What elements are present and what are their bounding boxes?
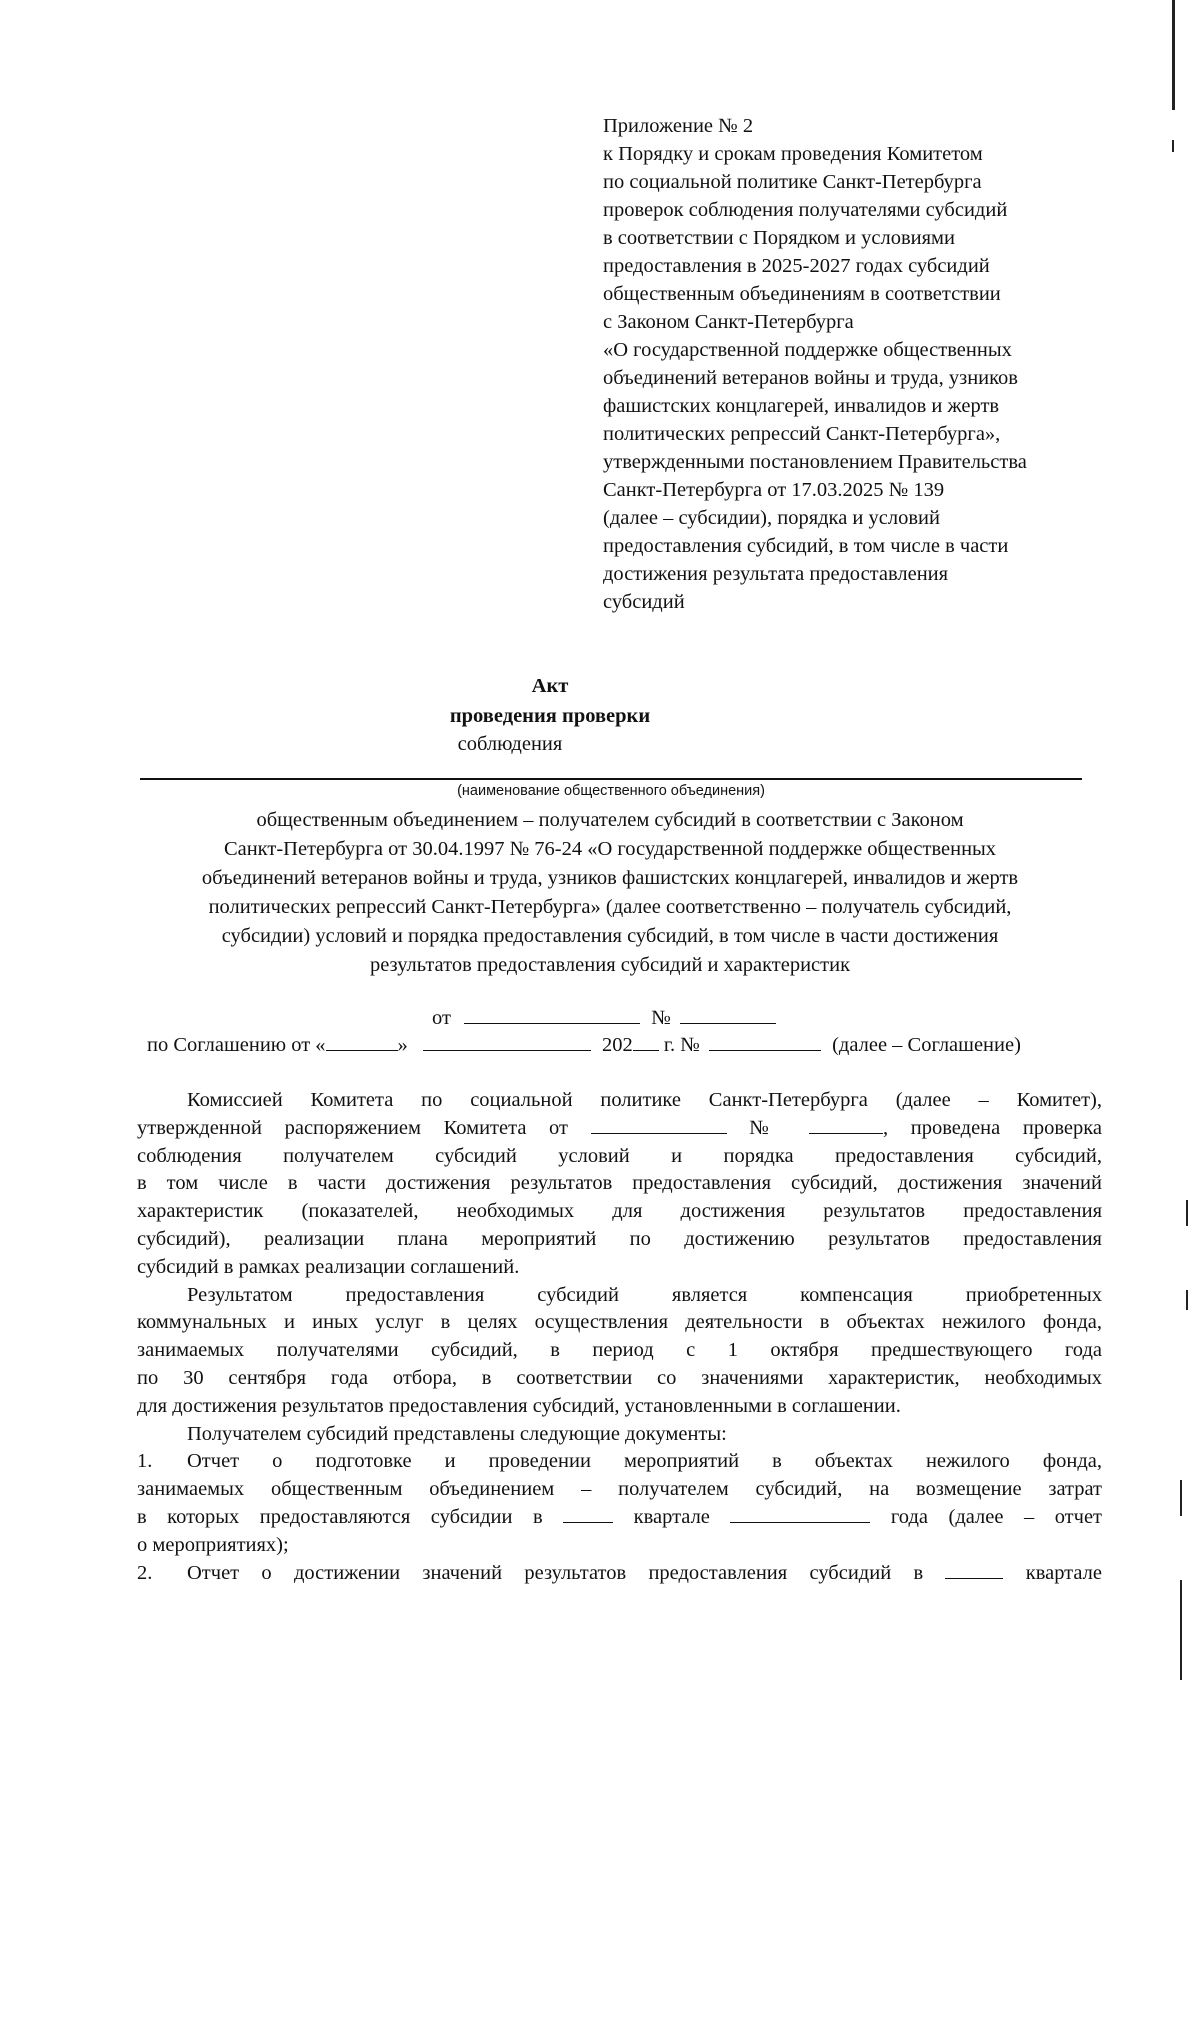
- body-line: о мероприятиях);: [137, 1533, 289, 1556]
- act-date-blank[interactable]: [464, 1005, 640, 1024]
- date-label: от: [432, 1007, 451, 1029]
- quarter-blank[interactable]: [563, 1504, 613, 1523]
- appendix-line: субсидий: [603, 591, 685, 613]
- description-line: Санкт-Петербурга от 30.04.1997 № 76-24 «О государственной поддержке общественных: [223, 838, 997, 860]
- order-number-blank[interactable]: [809, 1115, 883, 1134]
- body-line: занимаемых общественным объединением – получателем субсидий, на возмещение затрат: [137, 1478, 1102, 1501]
- act-description: [120, 806, 1100, 980]
- description-line: субсидии) условий и порядка предоставления субсидий, в том числе в части достижения: [221, 925, 999, 947]
- quarter-blank[interactable]: [945, 1560, 1003, 1579]
- body-line: Получателем субсидий представлены следующие документы:: [187, 1422, 727, 1445]
- scan-edge-mark: [1172, 140, 1174, 152]
- description-line: результатов предоставления субсидий и характеристик: [369, 954, 851, 976]
- agreement-year-suffix: г. №: [663, 1034, 700, 1056]
- appendix-line: с Законом Санкт-Петербурга: [603, 311, 854, 333]
- appendix-line: Приложение № 2: [603, 115, 754, 137]
- body-text-fragment: , проведена проверка: [883, 1116, 1103, 1139]
- body-line: соблюдения получателем субсидий условий и порядка предоставления субсидий,: [137, 1144, 1102, 1167]
- appendix-line: проверок соблюдения получателями субсидий: [603, 199, 1008, 221]
- body-line: для достижения результатов предоставления субсидий, установленными в соглашении.: [137, 1394, 901, 1417]
- act-date-number-row: [432, 1005, 776, 1030]
- body-text-fragment: в которых предоставляются субсидии в: [137, 1505, 543, 1528]
- body-text-fragment: утвержденной распоряжением Комитета от: [137, 1116, 569, 1139]
- appendix-line: предоставления субсидий, в том числе в части: [603, 535, 1009, 557]
- body-text-fragment: квартале: [1025, 1561, 1102, 1584]
- agreement-row: [147, 1032, 1021, 1057]
- body-line: коммунальных и иных услуг в целях осуществления деятельности в объектах нежилого фонда,: [137, 1311, 1102, 1334]
- body-text-fragment: квартале: [633, 1505, 710, 1528]
- scan-edge-mark: [1180, 1580, 1182, 1680]
- agreement-suffix: (далее – Соглашение): [832, 1034, 1021, 1056]
- order-date-blank[interactable]: [591, 1115, 727, 1134]
- body-line: [137, 1504, 1102, 1532]
- appendix-line: утвержденными постановлением Правительства: [603, 451, 1027, 473]
- appendix-line: предоставления в 2025-2027 годах субсидий: [603, 255, 990, 277]
- agreement-month-blank[interactable]: [423, 1032, 591, 1051]
- body-line: занимаемых получателями субсидий, в период с 1 октября предшествующего года: [137, 1339, 1102, 1362]
- appendix-line: Санкт-Петербурга от 17.03.2025 № 139: [603, 479, 945, 501]
- list-item-text: Отчет о подготовке и проведении мероприятий в объектах нежилого фонда,: [187, 1450, 1102, 1473]
- body-text-fragment: №: [749, 1116, 787, 1139]
- body-line: по 30 сентября года отбора, в соответствии со значениями характеристик, необходимых: [137, 1366, 1102, 1389]
- agreement-year: 202: [602, 1034, 633, 1056]
- body-line: [137, 1115, 1102, 1143]
- description-line: общественным объединением – получателем субсидий в соответствии с Законом: [256, 809, 964, 831]
- act-title: Акт: [531, 675, 569, 697]
- appendix-line: по социальной политике Санкт-Петербурга: [603, 171, 982, 193]
- agreement-year-blank[interactable]: [633, 1032, 659, 1051]
- body-line: Комиссией Комитета по социальной политике Санкт-Петербурга (далее – Комитет),: [187, 1089, 1102, 1111]
- list-number: 1.: [137, 1450, 153, 1473]
- act-body: [137, 1087, 1102, 1587]
- list-number: 2.: [137, 1561, 153, 1584]
- appendix-line: к Порядку и срокам проведения Комитетом: [603, 143, 983, 165]
- appendix-line: достижения результата предоставления: [603, 563, 949, 585]
- body-text-fragment: года (далее – отчет: [890, 1505, 1103, 1528]
- list-item-text: [187, 1560, 1102, 1588]
- body-line: субсидий в рамках реализации соглашений.: [137, 1255, 520, 1278]
- body-line: в том числе в части достижения результатов предоставления субсидий, достижения значений: [137, 1172, 1102, 1195]
- agreement-quote-close: »: [397, 1034, 408, 1056]
- appendix-line: (далее – субсидии), порядка и условий: [603, 507, 940, 529]
- appendix-header: [603, 112, 1123, 616]
- year-blank[interactable]: [730, 1504, 870, 1523]
- number-label: №: [651, 1007, 671, 1029]
- body-line: субсидий), реализации плана мероприятий по достижению результатов предоставления: [137, 1227, 1102, 1250]
- list-item-1: [137, 1448, 1102, 1476]
- act-number-blank[interactable]: [680, 1005, 776, 1024]
- appendix-line: объединений ветеранов войны и труда, узников: [603, 367, 1018, 389]
- organization-name-line: [140, 778, 1082, 780]
- scan-edge-mark: [1186, 1290, 1188, 1310]
- act-subtitle: проведения проверки: [449, 705, 651, 727]
- scan-edge-mark: [1172, 0, 1175, 110]
- description-line: объединений ветеранов войны и труда, узников фашистских концлагерей, инвалидов и жертв: [201, 867, 1019, 889]
- list-item-2: [137, 1560, 1102, 1588]
- appendix-line: в соответствии с Порядком и условиями: [603, 227, 955, 249]
- agreement-prefix: по Соглашению от «: [147, 1034, 326, 1056]
- appendix-line: общественным объединениям в соответствии: [603, 283, 1001, 305]
- scan-edge-mark: [1180, 1480, 1182, 1516]
- body-text-fragment: Отчет о достижении значений результатов предоставления субсидий в: [187, 1561, 924, 1584]
- agreement-number-blank[interactable]: [709, 1032, 821, 1051]
- description-line: политических репрессий Санкт-Петербурга» (далее соответственно – получатель субсидий,: [208, 896, 1012, 918]
- appendix-line: политических репрессий Санкт-Петербурга»,: [603, 423, 1001, 445]
- body-line: Результатом предоставления субсидий является компенсация приобретенных: [187, 1283, 1102, 1306]
- appendix-line: фашистских концлагерей, инвалидов и жертв: [603, 395, 1000, 417]
- organization-name-caption: (наименование общественного объединения): [457, 783, 765, 799]
- body-line: характеристик (показателей, необходимых для достижения результатов предоставления: [137, 1200, 1102, 1223]
- appendix-line: «О государственной поддержке общественных: [603, 339, 1012, 361]
- act-subtitle-2: соблюдения: [457, 733, 563, 755]
- scan-edge-mark: [1186, 1200, 1188, 1226]
- agreement-day-blank[interactable]: [326, 1032, 398, 1051]
